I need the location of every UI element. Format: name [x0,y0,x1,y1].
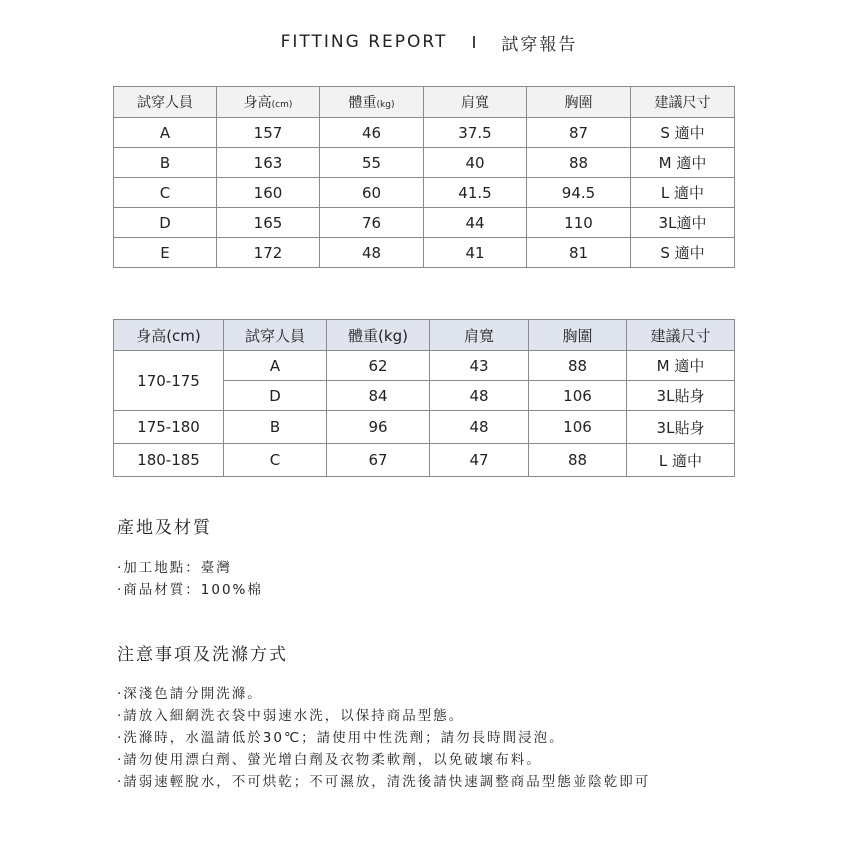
report-title [0,30,858,54]
cell-tester: D [224,381,327,411]
cell-tester: D [114,208,217,238]
list-item: ‧請弱速輕脫水，不可烘乾；不可濕放，清洗後請快速調整商品型態並陰乾即可 [117,774,651,790]
cell-size: L 適中 [627,444,735,477]
header-height-unit: (cm) [271,100,293,110]
cell-shoulder: 48 [430,381,529,411]
cell-weight: 76 [320,208,424,238]
report-title-zh: 試穿報告 [501,34,578,55]
cell-chest: 106 [529,411,627,444]
fitting-table-2 [113,319,735,477]
table-header-row [114,320,735,351]
cell-size: M 適中 [627,351,735,381]
origin-title: 產地及材質 [117,518,212,538]
cell-chest: 88 [527,148,631,178]
cell-chest: 87 [527,118,631,148]
header-weight-label: 體重 [348,95,377,111]
list-item: ‧請放入細網洗衣袋中弱速水洗，以保持商品型態。 [117,708,465,724]
care-list [117,683,650,793]
title-divider [473,36,475,48]
header-height [217,87,320,118]
cell-size: 3L貼身 [627,411,735,444]
cell-height: 163 [217,148,320,178]
cell-size: M 適中 [631,148,735,178]
table-row [114,208,735,238]
cell-size: L 適中 [631,178,735,208]
header-weight [320,87,424,118]
list-item: ‧商品材質：100%棉 [117,582,263,598]
cell-weight: 96 [327,411,430,444]
cell-chest: 110 [527,208,631,238]
cell-height: 165 [217,208,320,238]
header-weight: 體重(kg) [327,320,430,351]
header-chest: 胸圍 [529,320,627,351]
cell-tester: A [224,351,327,381]
list-item: ‧洗滌時，水溫請低於30℃；請使用中性洗劑；請勿長時間浸泡。 [117,730,565,746]
cell-shoulder: 37.5 [424,118,527,148]
cell-tester: C [224,444,327,477]
header-tester: 試穿人員 [114,87,217,118]
cell-chest: 106 [529,381,627,411]
list-item: ‧深淺色請分開洗滌。 [117,686,263,702]
table-row [114,118,735,148]
care-section [117,640,650,793]
cell-tester: B [224,411,327,444]
header-height-label: 身高 [243,95,272,111]
cell-shoulder: 47 [430,444,529,477]
origin-section [117,513,263,601]
cell-weight: 48 [320,238,424,268]
cell-shoulder: 41.5 [424,178,527,208]
cell-weight: 55 [320,148,424,178]
cell-tester: A [114,118,217,148]
cell-weight: 67 [327,444,430,477]
cell-weight: 46 [320,118,424,148]
cell-height-range: 180-185 [114,444,224,477]
cell-height-range: 175-180 [114,411,224,444]
header-shoulder: 肩寬 [430,320,529,351]
cell-shoulder: 41 [424,238,527,268]
table-row [114,238,735,268]
table-row [114,351,735,381]
report-title-en: FITTING REPORT [280,32,448,52]
table-row [114,148,735,178]
cell-size: 3L貼身 [627,381,735,411]
cell-height: 157 [217,118,320,148]
header-tester: 試穿人員 [224,320,327,351]
fitting-table-1 [113,86,735,268]
cell-chest: 88 [529,444,627,477]
cell-shoulder: 40 [424,148,527,178]
header-height-range: 身高(cm) [114,320,224,351]
care-title: 注意事項及洗滌方式 [117,645,288,665]
cell-height-range: 170-175 [114,351,224,411]
cell-size: 3L適中 [631,208,735,238]
cell-shoulder: 48 [430,411,529,444]
cell-height: 160 [217,178,320,208]
cell-weight: 62 [327,351,430,381]
table-row [114,411,735,444]
header-size: 建議尺寸 [631,87,735,118]
cell-tester: E [114,238,217,268]
cell-chest: 81 [527,238,631,268]
cell-height: 172 [217,238,320,268]
table-row [114,444,735,477]
cell-shoulder: 43 [430,351,529,381]
origin-list [117,557,263,601]
header-shoulder: 肩寬 [424,87,527,118]
cell-chest: 94.5 [527,178,631,208]
header-chest: 胸圍 [527,87,631,118]
cell-shoulder: 44 [424,208,527,238]
cell-size: S 適中 [631,238,735,268]
list-item: ‧加工地點：臺灣 [117,560,232,576]
table-row [114,178,735,208]
cell-weight: 60 [320,178,424,208]
header-weight-unit: (kg) [376,100,395,110]
cell-tester: B [114,148,217,178]
cell-tester: C [114,178,217,208]
cell-chest: 88 [529,351,627,381]
table-header-row [114,87,735,118]
cell-size: S 適中 [631,118,735,148]
list-item: ‧請勿使用漂白劑、螢光增白劑及衣物柔軟劑，以免破壞布料。 [117,752,542,768]
cell-weight: 84 [327,381,430,411]
header-size: 建議尺寸 [627,320,735,351]
